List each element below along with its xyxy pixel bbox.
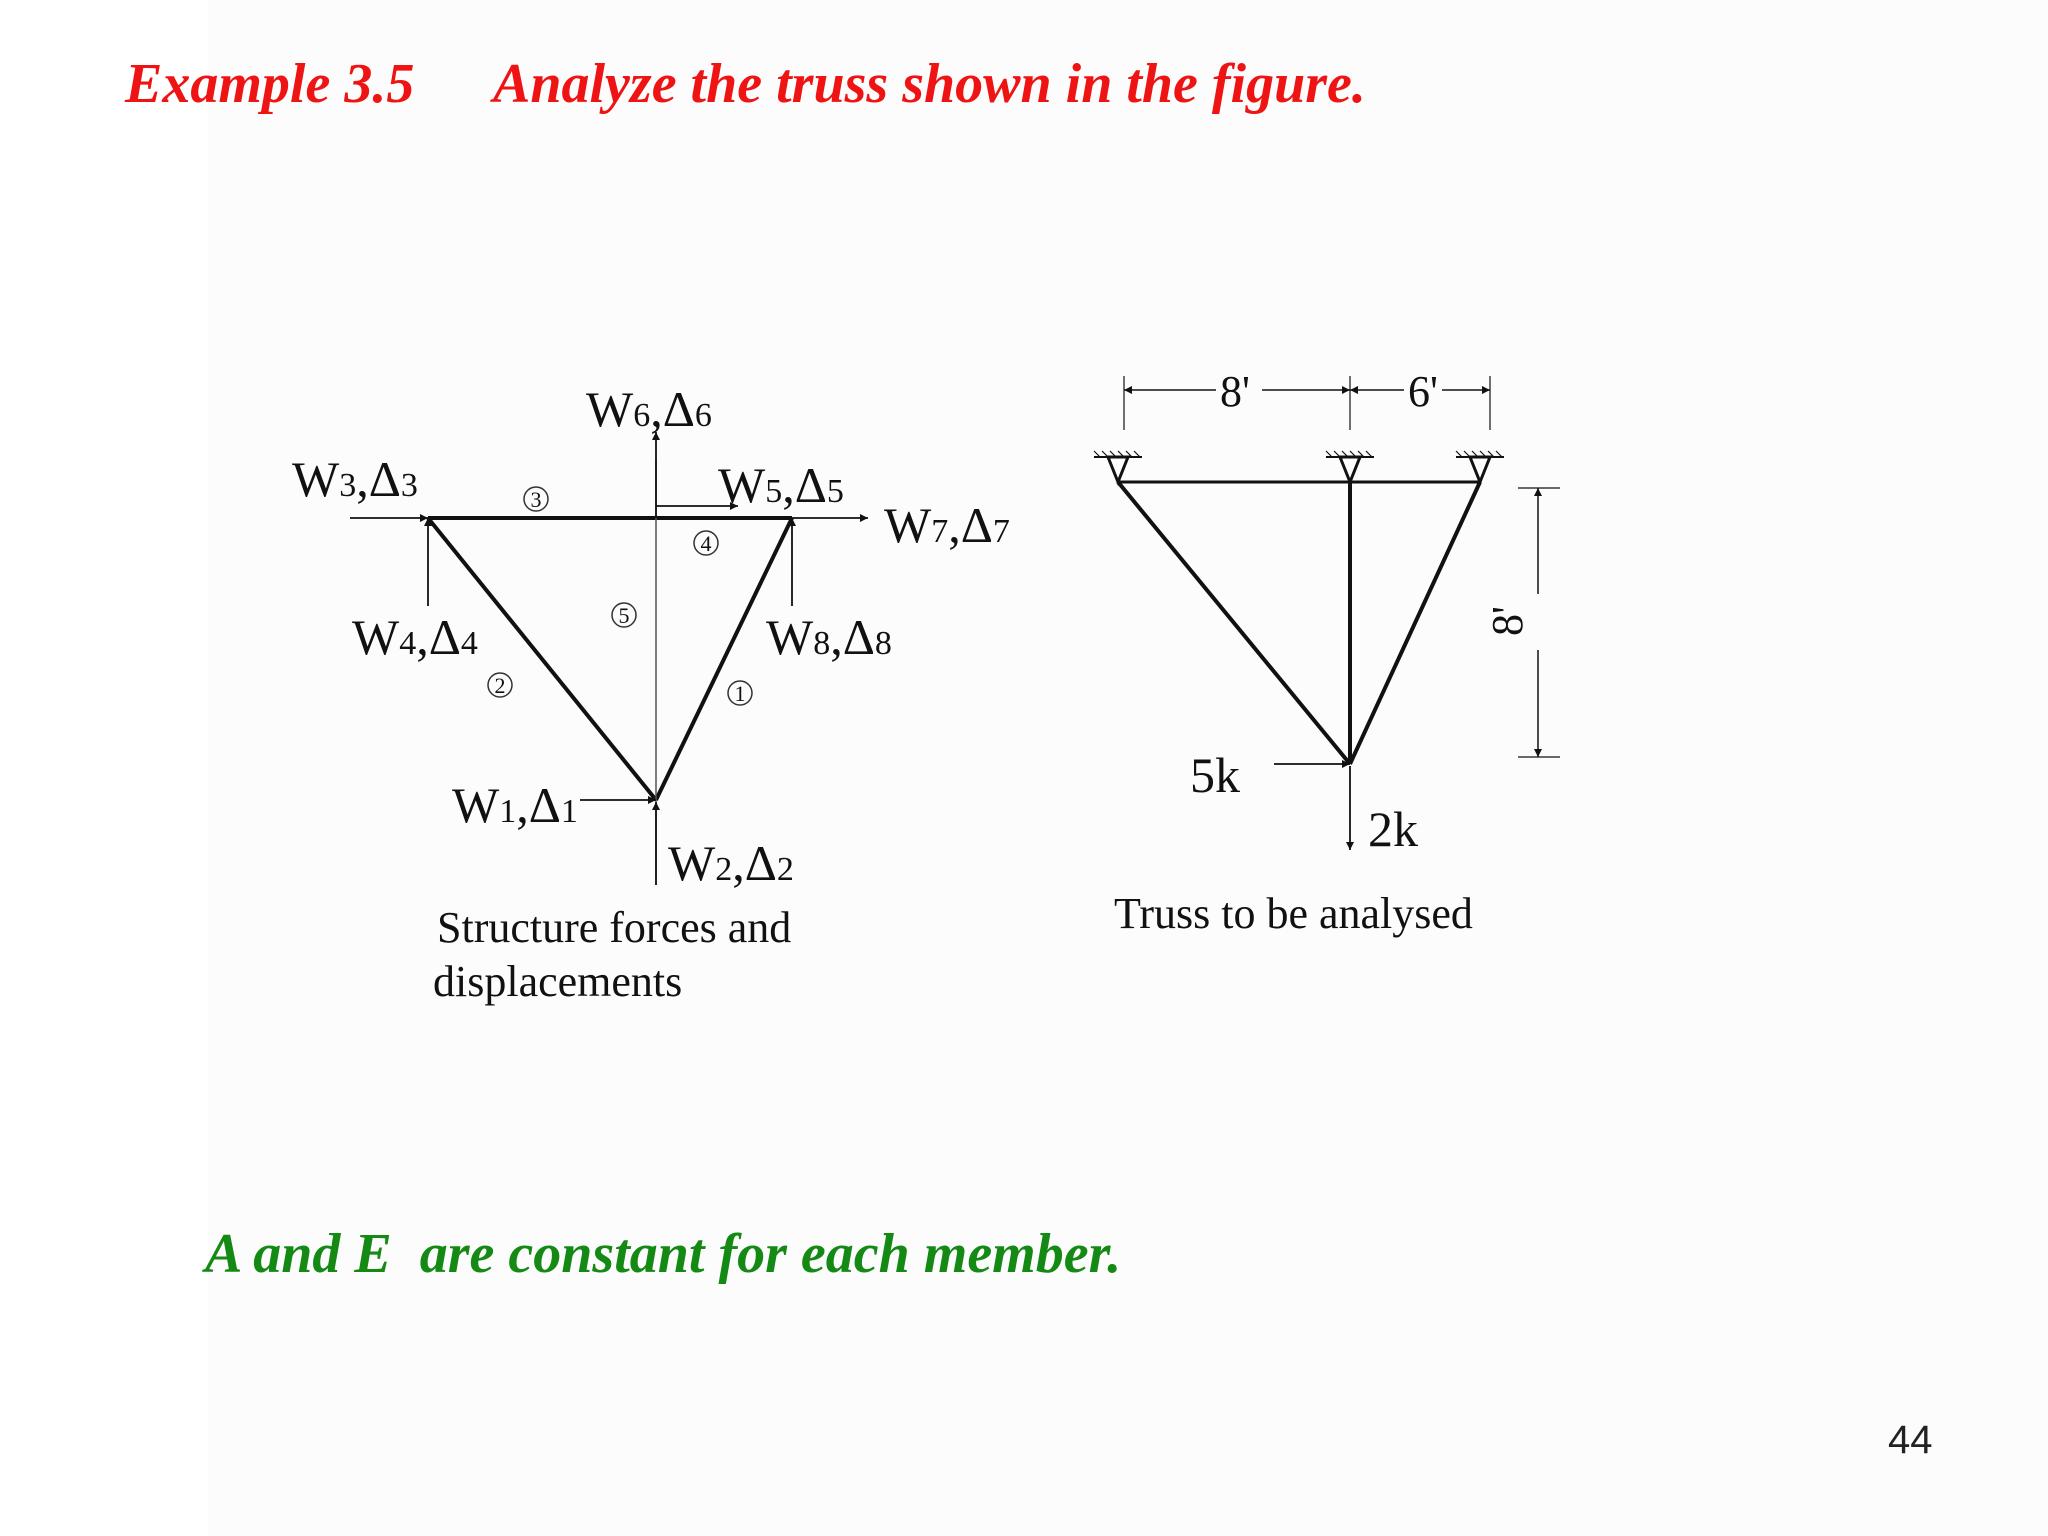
- dim-label-8: 8': [1220, 367, 1250, 416]
- title-text: Analyze the truss shown in the figure.: [493, 53, 1366, 115]
- right-member-right: [1350, 482, 1480, 764]
- support-left: [1094, 451, 1142, 482]
- svg-text:4: 4: [700, 531, 712, 556]
- svg-text:2: 2: [494, 673, 506, 698]
- dim-label-6: 6': [1408, 367, 1438, 416]
- left-caption-line1: Structure forces and: [437, 903, 792, 952]
- constant-note: A and E are constant for each member.: [205, 1223, 1122, 1285]
- member-number-5: [612, 603, 636, 628]
- svg-text:3: 3: [530, 487, 542, 512]
- member-number-4: [694, 531, 718, 556]
- dim-label-height: 8': [1483, 606, 1532, 636]
- label-w1: W1,Δ1: [452, 777, 578, 833]
- structure-forces-diagram: [292, 381, 1010, 1006]
- label-w2: W2,Δ2: [668, 835, 794, 891]
- label-w5: W5,Δ5: [718, 457, 844, 513]
- svg-text:1: 1: [734, 681, 746, 706]
- left-caption-line2: displacements: [433, 957, 683, 1006]
- member-number-2: [488, 673, 512, 698]
- support-right: [1456, 451, 1504, 482]
- label-w6: W6,Δ6: [586, 381, 712, 437]
- svg-text:5: 5: [618, 603, 630, 628]
- truss-to-analyse-diagram: [1094, 367, 1560, 938]
- support-middle: [1326, 451, 1374, 482]
- right-caption: Truss to be analysed: [1114, 889, 1473, 938]
- label-w7: W7,Δ7: [884, 497, 1010, 553]
- page-number: 44: [1888, 1418, 1933, 1462]
- label-w4: W4,Δ4: [352, 609, 478, 665]
- member-number-3: [524, 487, 548, 512]
- example-number: Example 3.5: [125, 53, 415, 115]
- load-label-2k: 2k: [1368, 801, 1418, 857]
- member-number-1: [728, 681, 752, 706]
- label-w3: W3,Δ3: [292, 451, 418, 507]
- load-label-5k: 5k: [1190, 747, 1240, 803]
- label-w8: W8,Δ8: [766, 609, 892, 665]
- right-member-left: [1118, 482, 1350, 764]
